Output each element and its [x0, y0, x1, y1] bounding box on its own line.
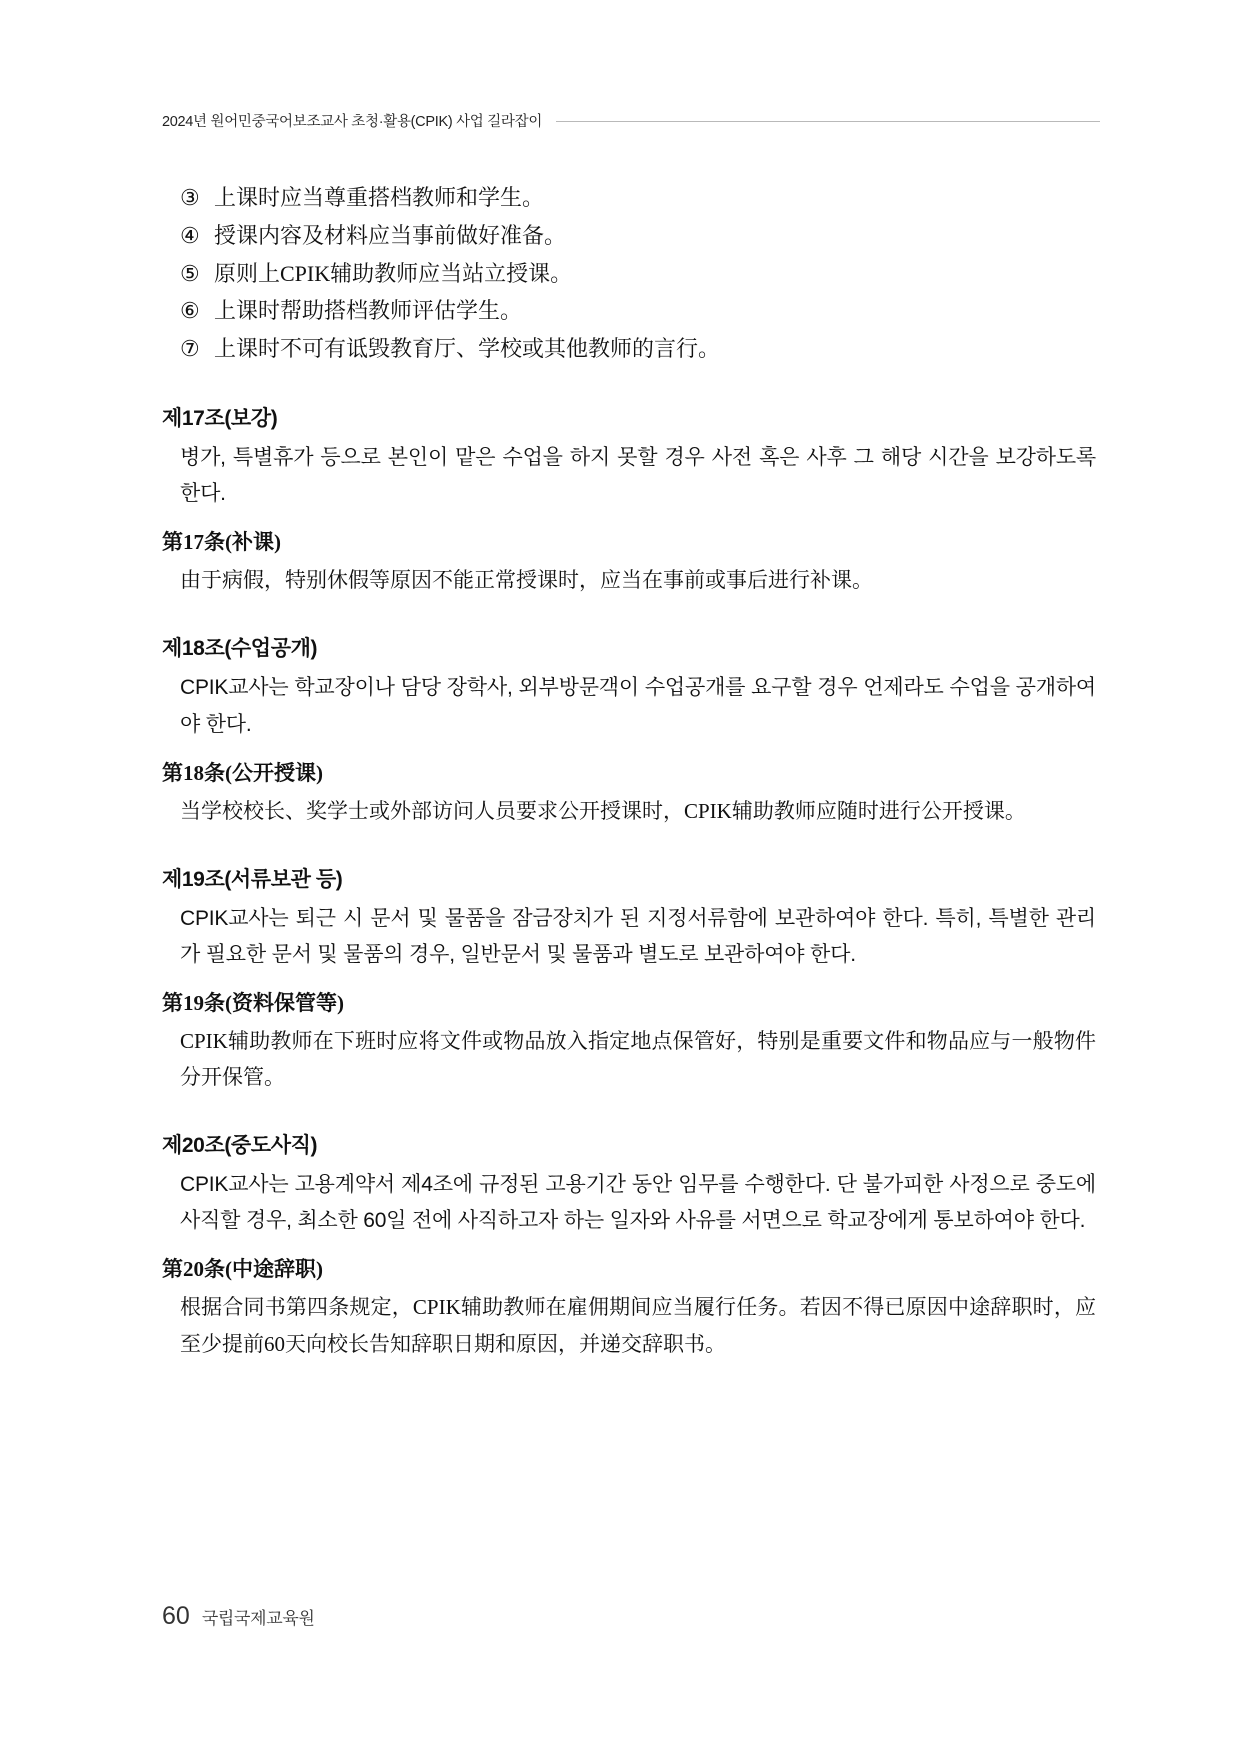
list-marker: ④ [180, 222, 200, 248]
numbered-list [180, 179, 1100, 368]
list-item [180, 217, 1100, 255]
header-divider [556, 121, 1100, 122]
list-text: 上课时不可有诋毁教育厅、学校或其他教师的言行。 [214, 336, 721, 362]
article-body-cn: 根据合同书第四条规定，CPIK辅助教师在雇佣期间应当履行任务。若因不得已原因中途辞职时，应至少提前60天向校长告知辞职日期和原因，并递交辞职书。 [180, 1295, 1096, 1356]
article-heading-kr: 제20조(중도사직) [162, 1134, 318, 1158]
page-number: 60 [162, 1602, 190, 1630]
article-heading-kr: 제17조(보강) [162, 407, 278, 431]
page-content [162, 179, 1100, 1362]
list-marker: ⑤ [180, 260, 200, 286]
article-body-cn: CPIK辅助教师在下班时应将文件或物品放入指定地点保管好，特别是重要文件和物品应与一般物件分开保管。 [180, 1029, 1096, 1090]
header-title: 2024년 원어민중국어보조교사 초청·활용(CPIK) 사업 길라잡이 [162, 114, 543, 130]
article-heading-cn: 第19条(资料保管等) [162, 991, 344, 1016]
article-body-cn: 由于病假，特别休假等原因不能正常授课时，应当在事前或事后进行补课。 [180, 568, 873, 593]
article-body-cn: 当学校校长、奖学士或外部访问人员要求公开授课时，CPIK辅助教师应随时进行公开授课。 [180, 798, 1026, 823]
list-item [180, 255, 1100, 293]
article-body-kr: CPIK교사는 고용계약서 제4조에 규정된 고용기간 동안 임무를 수행한다. 단 불가피한 사정으로 중도에 사직할 경우, 최소한 60일 전에 사직하고자 하는 일자와 사유를 서면으로 학교장에게 통보하여야 한다. [180, 1173, 1096, 1233]
list-text: 原则上CPIK辅助教师应当站立授课。 [214, 260, 573, 286]
article-heading-cn: 第20条(中途辞职) [162, 1257, 323, 1282]
article-heading-cn: 第17条(补课) [162, 530, 281, 555]
article-heading-kr: 제19조(서류보관 등) [162, 867, 343, 891]
article-body-kr: CPIK교사는 퇴근 시 문서 및 물품을 잠금장치가 된 지정서류함에 보관하여야 한다. 특히, 특별한 관리가 필요한 문서 및 물품의 경우, 일반문서 및 물품과 별도로 보관하여야 한다. [180, 906, 1096, 966]
list-marker: ③ [180, 185, 200, 210]
list-item [180, 292, 1100, 330]
footer-organization: 국립국제교육원 [201, 1609, 315, 1628]
article-section-19 [162, 863, 1100, 1095]
article-body-kr: CPIK교사는 학교장이나 담당 장학사, 외부방문객이 수업공개를 요구할 경우 언제라도 수업을 공개하여야 한다. [180, 676, 1096, 736]
article-section-18 [162, 632, 1100, 828]
list-marker: ⑦ [180, 336, 200, 362]
page-footer [162, 1602, 315, 1631]
article-heading-kr: 제18조(수업공개) [162, 637, 318, 661]
list-marker: ⑥ [180, 298, 200, 324]
article-body-kr: 병가, 특별휴가 등으로 본인이 맡은 수업을 하지 못할 경우 사전 혹은 사후 그 해당 시간을 보강하도록 한다. [180, 446, 1096, 506]
running-header [162, 110, 1100, 131]
list-text: 上课时应当尊重搭档教师和学生。 [214, 185, 545, 210]
article-heading-cn: 第18条(公开授课) [162, 760, 323, 785]
article-section-17 [162, 402, 1100, 598]
list-text: 授课内容及材料应当事前做好准备。 [214, 222, 567, 248]
list-text: 上课时帮助搭档教师评估学生。 [214, 298, 523, 324]
list-item [180, 179, 1100, 217]
list-item [180, 330, 1100, 368]
article-section-20 [162, 1129, 1100, 1361]
